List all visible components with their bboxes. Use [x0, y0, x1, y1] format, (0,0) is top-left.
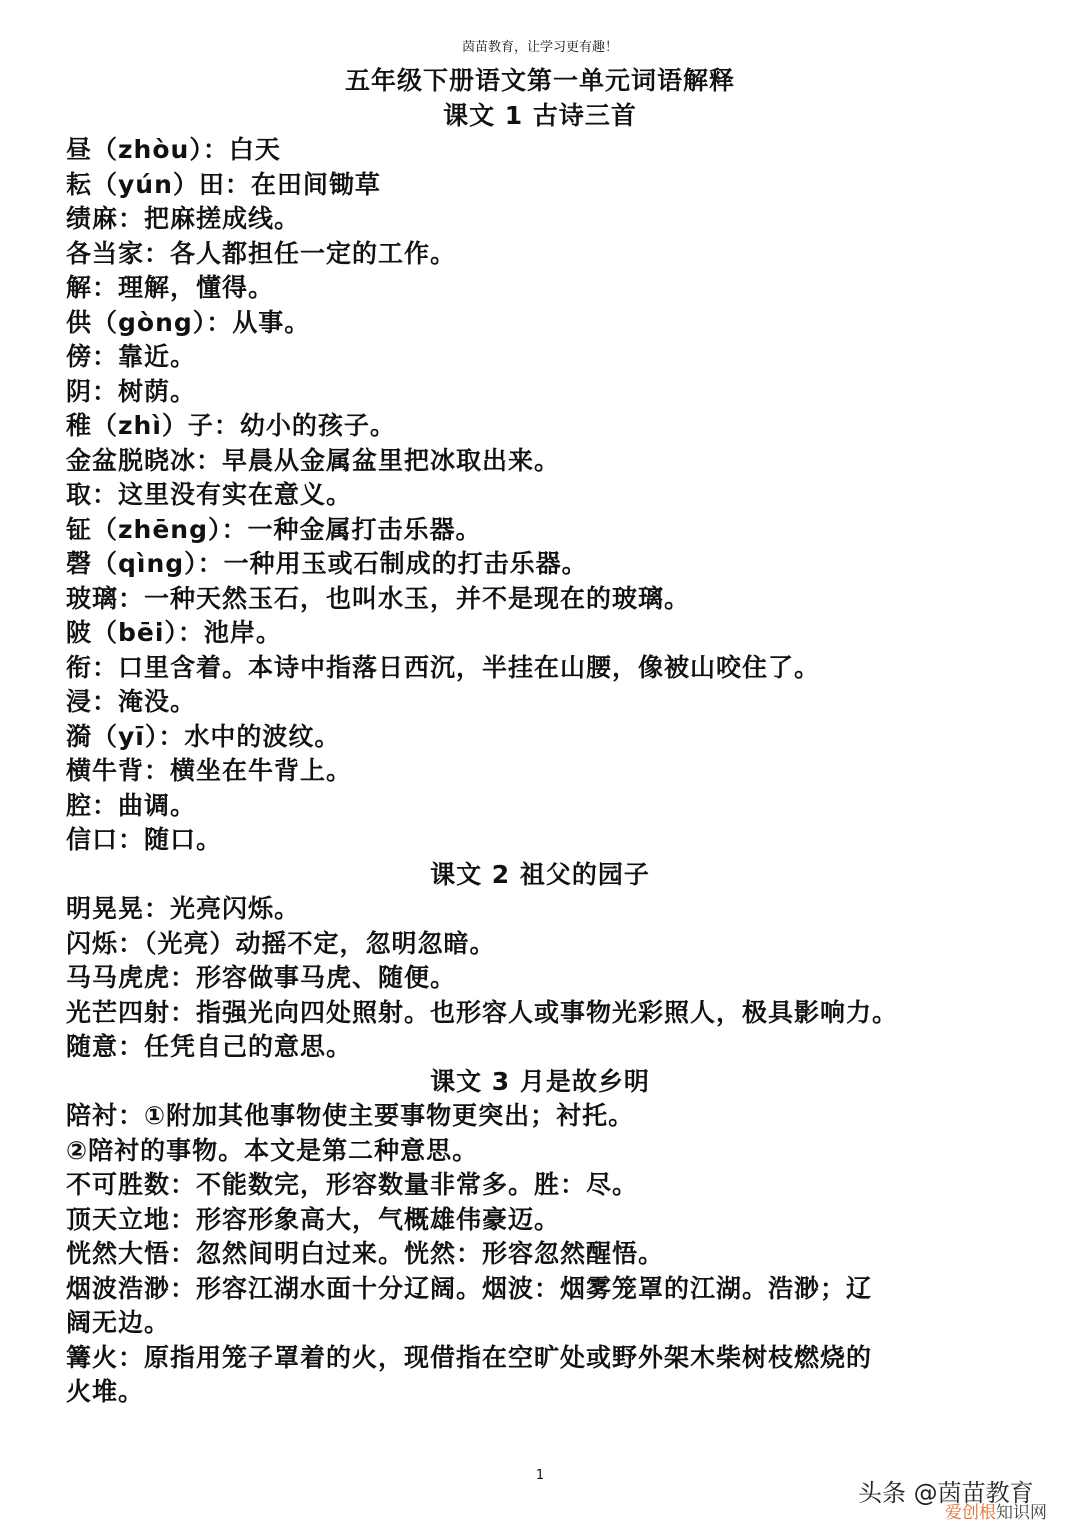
vocabulary-entry: 横牛背：横坐在牛背上。	[66, 756, 353, 785]
vocabulary-entry: 玻璃：一种天然玉石，也叫水玉，并不是现在的玻璃。	[66, 583, 691, 613]
vocabulary-entry: 浸：淹没。	[66, 687, 197, 716]
watermark-sub-b: 知识网	[996, 1503, 1047, 1523]
vocabulary-entry: 明晃晃：光亮闪烁。	[66, 894, 301, 923]
watermark-sub-a: 爱创根	[945, 1503, 996, 1523]
vocabulary-entry: 解：理解，懂得。	[66, 273, 275, 302]
vocabulary-entry: 取：这里没有实在意义。	[66, 480, 353, 509]
vocabulary-entry: 衔：口里含着。本诗中指落日西沉，半挂在山腰，像被山咬住了。	[66, 652, 821, 682]
vocabulary-entry: 耘（yún）田：在田间锄草	[66, 169, 381, 199]
vocabulary-entry: 傍：靠近。	[66, 342, 197, 371]
vocabulary-entry: 昼（zhòu）：白天	[66, 135, 281, 164]
section-heading: 课文 2 祖父的园子	[430, 859, 650, 889]
vocabulary-entry: 火堆。	[66, 1377, 145, 1406]
vocabulary-entry: 陪衬：①附加其他事物使主要事物更突出；衬托。	[66, 1101, 635, 1130]
vocabulary-entry: 烟波浩渺：形容江湖水面十分辽阔。烟波：烟雾笼罩的江湖。浩渺；辽	[66, 1273, 873, 1303]
watermark-sub	[945, 1498, 1047, 1523]
vocabulary-entry: 钲（zhēng）：一种金属打击乐器。	[66, 514, 482, 544]
section-heading: 课文 3 月是故乡明	[430, 1066, 650, 1096]
vocabulary-entry: 阴：树荫。	[66, 376, 197, 406]
vocabulary-entry: 漪（yī）：水中的波纹。	[66, 721, 341, 751]
vocabulary-entry: 稚（zhì）子：幼小的孩子。	[66, 411, 396, 440]
vocabulary-entry: 信口：随口。	[66, 825, 223, 854]
vocabulary-entry: ②陪衬的事物。本文是第二种意思。	[66, 1135, 479, 1165]
vocabulary-entry: 马马虎虎：形容做事马虎、随便。	[66, 963, 457, 992]
section-heading: 课文 1 古诗三首	[443, 100, 637, 130]
vocabulary-entry: 陂（bēi）：池岸。	[66, 618, 282, 647]
vocabulary-entry: 恍然大悟：忽然间明白过来。恍然：形容忽然醒悟。	[66, 1239, 665, 1268]
vocabulary-entry: 随意：任凭自己的意思。	[66, 1032, 353, 1061]
vocabulary-entry: 供（gòng）：从事。	[66, 307, 311, 337]
page-number: 1	[535, 1468, 545, 1483]
vocabulary-entry: 金盆脱晓冰：早晨从金属盆里把冰取出来。	[66, 445, 561, 475]
vocabulary-entry: 篝火：原指用笼子罩着的火，现借指在空旷处或野外架木柴树枝燃烧的	[66, 1342, 873, 1372]
vocabulary-entry: 不可胜数：不能数完，形容数量非常多。胜：尽。	[66, 1170, 639, 1199]
vocabulary-entry: 腔：曲调。	[66, 790, 197, 820]
vocabulary-entry: 顶天立地：形容形象高大，气概雄伟豪迈。	[66, 1204, 561, 1234]
vocabulary-list	[66, 99, 1026, 1410]
watermark: 头条 @茵苗教育	[858, 1479, 1034, 1507]
document-title: 五年级下册语文第一单元词语解释	[344, 66, 735, 95]
vocabulary-entry: 光芒四射：指强光向四处照射。也形容人或事物光彩照人，极具影响力。	[66, 997, 899, 1027]
vocabulary-entry: 闪烁：（光亮）动摇不定，忽明忽暗。	[66, 928, 496, 958]
document-body	[66, 64, 1026, 1410]
vocabulary-entry: 各当家：各人都担任一定的工作。	[66, 238, 457, 268]
vocabulary-entry: 磬（qìng）：一种用玉或石制成的打击乐器。	[66, 549, 588, 578]
vocabulary-entry: 阔无边。	[66, 1308, 171, 1337]
vocabulary-entry: 绩麻：把麻搓成线。	[66, 204, 301, 233]
page-header: 茵苗教育，让学习更有趣！	[461, 40, 618, 55]
